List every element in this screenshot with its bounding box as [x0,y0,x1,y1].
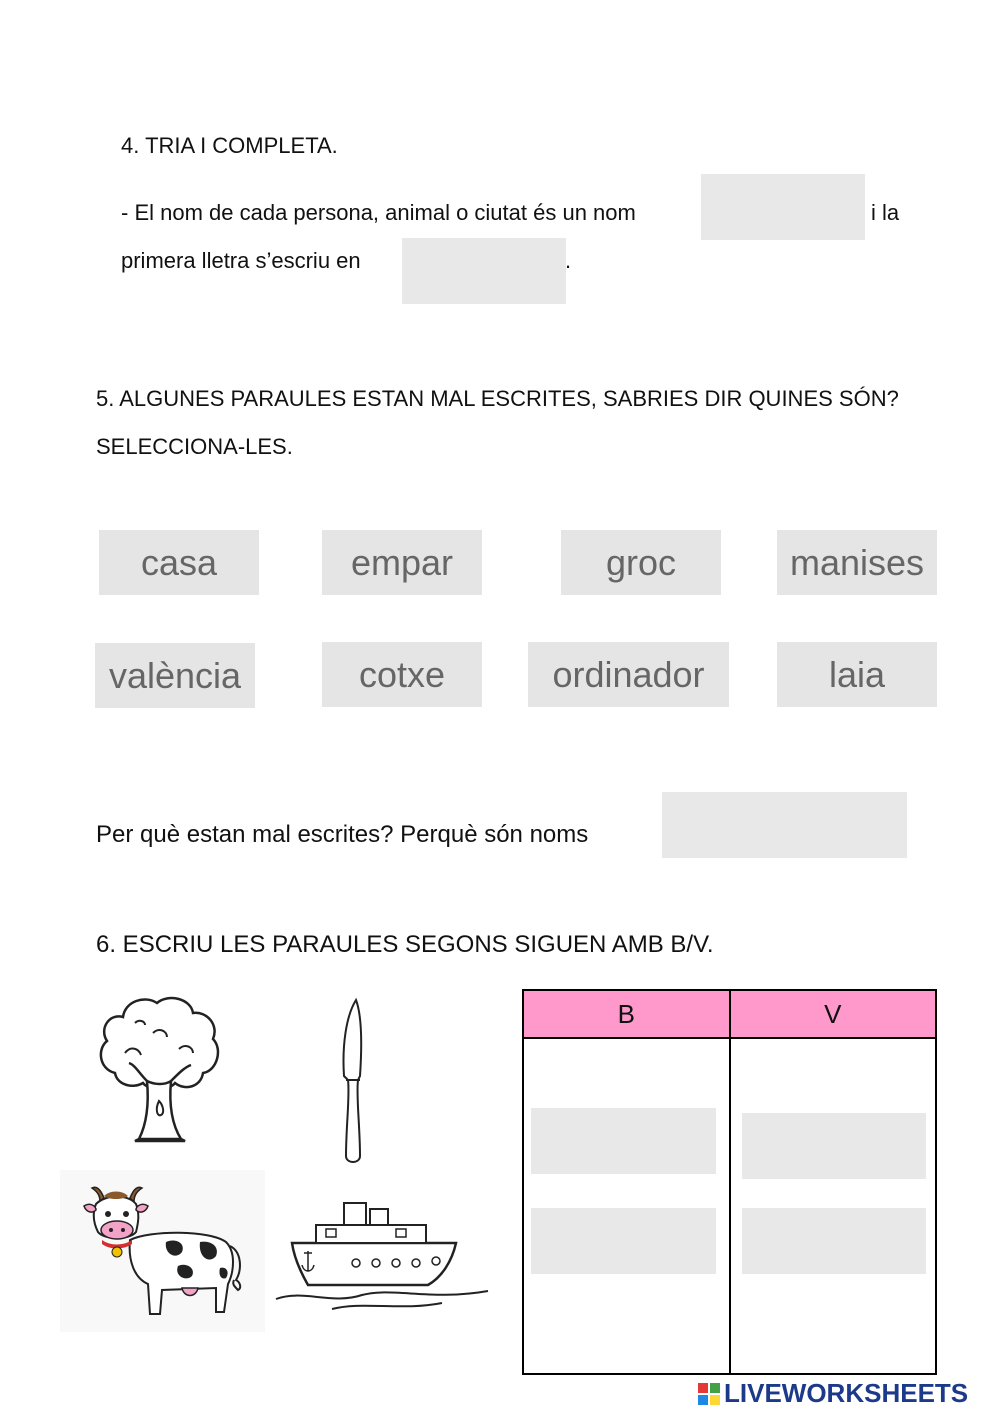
word-option[interactable]: groc [561,530,721,595]
b-answer-2[interactable] [531,1208,716,1274]
liveworksheets-logo [698,1378,968,1409]
q5-title-line2: SELECCIONA-LES. [96,434,293,459]
word-option[interactable]: ordinador [528,642,729,707]
q4-line1-end: i la [871,200,900,225]
v-answer-2[interactable] [742,1208,926,1274]
column-v-header: V [730,990,937,1038]
b-answer-1[interactable] [531,1108,716,1174]
boat-icon [272,1195,492,1313]
word-option[interactable]: valència [95,643,255,708]
cow-icon [70,1180,250,1325]
word-option[interactable]: cotxe [322,642,482,707]
word-option[interactable]: manises [777,530,937,595]
knife-icon [338,996,368,1166]
liveworksheets-logo-icon [698,1383,720,1405]
tree-icon [95,993,223,1145]
v-answer-1[interactable] [742,1113,926,1179]
q4-line1: - El nom de cada persona, animal o ciutat és un nom [121,200,636,225]
column-b-cell [523,1038,730,1374]
q5-title-line1: 5. ALGUNES PARAULES ESTAN MAL ESCRITES, SABRIES DIR QUINES SÓN? [96,386,899,411]
q4-line2-end: . [565,248,572,273]
word-option[interactable]: empar [322,530,482,595]
q4-line2: primera lletra s’escriu en [121,248,361,273]
q6-title: 6. ESCRIU LES PARAULES SEGONS SIGUEN AMB B/V. [96,931,714,958]
word-option[interactable]: casa [99,530,259,595]
bv-table [522,989,937,1375]
q4-answer-2[interactable] [402,238,566,304]
q4-answer-1[interactable] [701,174,865,240]
q5-answer[interactable] [662,792,907,858]
column-v-cell [730,1038,937,1374]
q5-question: Per què estan mal escrites? Perquè són noms [96,821,589,848]
liveworksheets-brand: LIVEWORKSHEETS [724,1378,969,1408]
word-option[interactable]: laia [777,642,937,707]
q4-title: 4. TRIA I COMPLETA. [121,133,338,158]
column-b-header: B [523,990,730,1038]
